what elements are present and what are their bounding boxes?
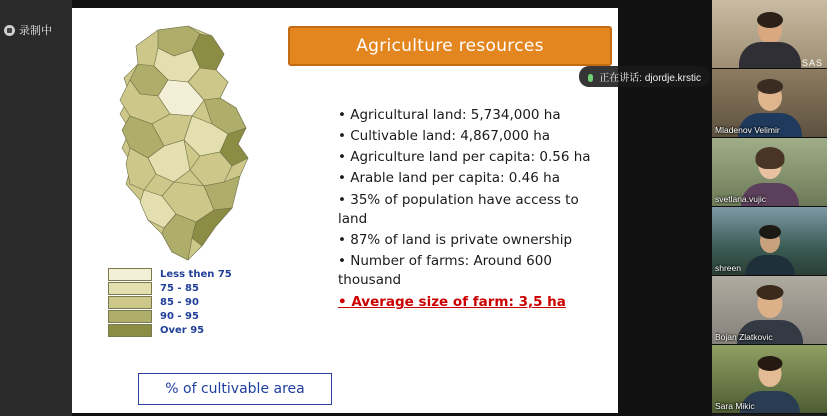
- legend-label: Over 95: [160, 325, 205, 336]
- legend-item: [108, 282, 278, 295]
- bullet-item-highlight: • Average size of farm: 3,5 ha: [338, 294, 566, 311]
- legend-swatch: [108, 282, 152, 295]
- participant-name: Bojan Zlatkovic: [715, 332, 773, 342]
- active-speaker-label: 正在讲话: djordje.krstic: [599, 73, 701, 84]
- bullet-item: • 35% of population have access to land: [338, 191, 579, 227]
- bullet-item: • Arable land per capita: 0.46 ha: [338, 170, 560, 187]
- slide-bullet-list: [338, 106, 604, 315]
- bullet-item: • Agriculture land per capita: 0.56 ha: [338, 149, 591, 166]
- participant-name: Mladenov Velimir: [715, 125, 780, 135]
- map-caption-text: % of cultivable area: [165, 381, 305, 397]
- presentation-slide: [72, 8, 618, 413]
- map-caption-box: [138, 373, 332, 405]
- participant-tile[interactable]: [712, 345, 827, 414]
- record-stop-icon[interactable]: [4, 25, 15, 36]
- legend-swatch: [108, 268, 152, 281]
- legend-label: 75 - 85: [160, 283, 199, 294]
- legend-label: 90 - 95: [160, 311, 199, 322]
- serbia-map-image: [96, 24, 286, 274]
- slide-title-banner: [288, 26, 612, 66]
- bullet-item: • Agricultural land: 5,734,000 ha: [338, 107, 561, 123]
- map-panel: [86, 16, 305, 406]
- recording-indicator[interactable]: [4, 22, 52, 38]
- microphone-icon: [588, 74, 593, 82]
- map-legend: [108, 268, 278, 338]
- participant-name: svetlana.vujic: [715, 194, 767, 204]
- legend-item: [108, 268, 278, 281]
- legend-item: [108, 296, 278, 309]
- legend-item: [108, 324, 278, 337]
- participant-tile[interactable]: [712, 138, 827, 207]
- participant-video-rail[interactable]: [712, 0, 827, 416]
- participant-tile[interactable]: [712, 276, 827, 345]
- participant-tile[interactable]: [712, 69, 827, 138]
- legend-swatch: [108, 324, 152, 337]
- legend-swatch: [108, 310, 152, 323]
- participant-name: shreen: [715, 263, 741, 273]
- slide-bottom-strip: [118, 407, 208, 413]
- legend-label: 85 - 90: [160, 297, 199, 308]
- active-speaker-indicator: [579, 66, 710, 87]
- shared-screen-area: [72, 0, 712, 416]
- legend-swatch: [108, 296, 152, 309]
- recording-label: 录制中: [19, 25, 52, 37]
- legend-label: Less then 75: [160, 269, 232, 280]
- participant-tile[interactable]: [712, 207, 827, 276]
- bullet-item: • Cultivable land: 4,867,000 ha: [338, 128, 551, 145]
- slide-title: Agriculture resources: [356, 36, 544, 56]
- bullet-item: • 87% of land is private ownership: [338, 231, 573, 248]
- recording-sidebar: [0, 0, 72, 416]
- participant-name: Sara Mikic: [715, 401, 755, 411]
- bullet-item: • Number of farms: Around 600 thousand: [338, 253, 552, 289]
- legend-item: [108, 310, 278, 323]
- sas-badge: SAS: [801, 58, 823, 68]
